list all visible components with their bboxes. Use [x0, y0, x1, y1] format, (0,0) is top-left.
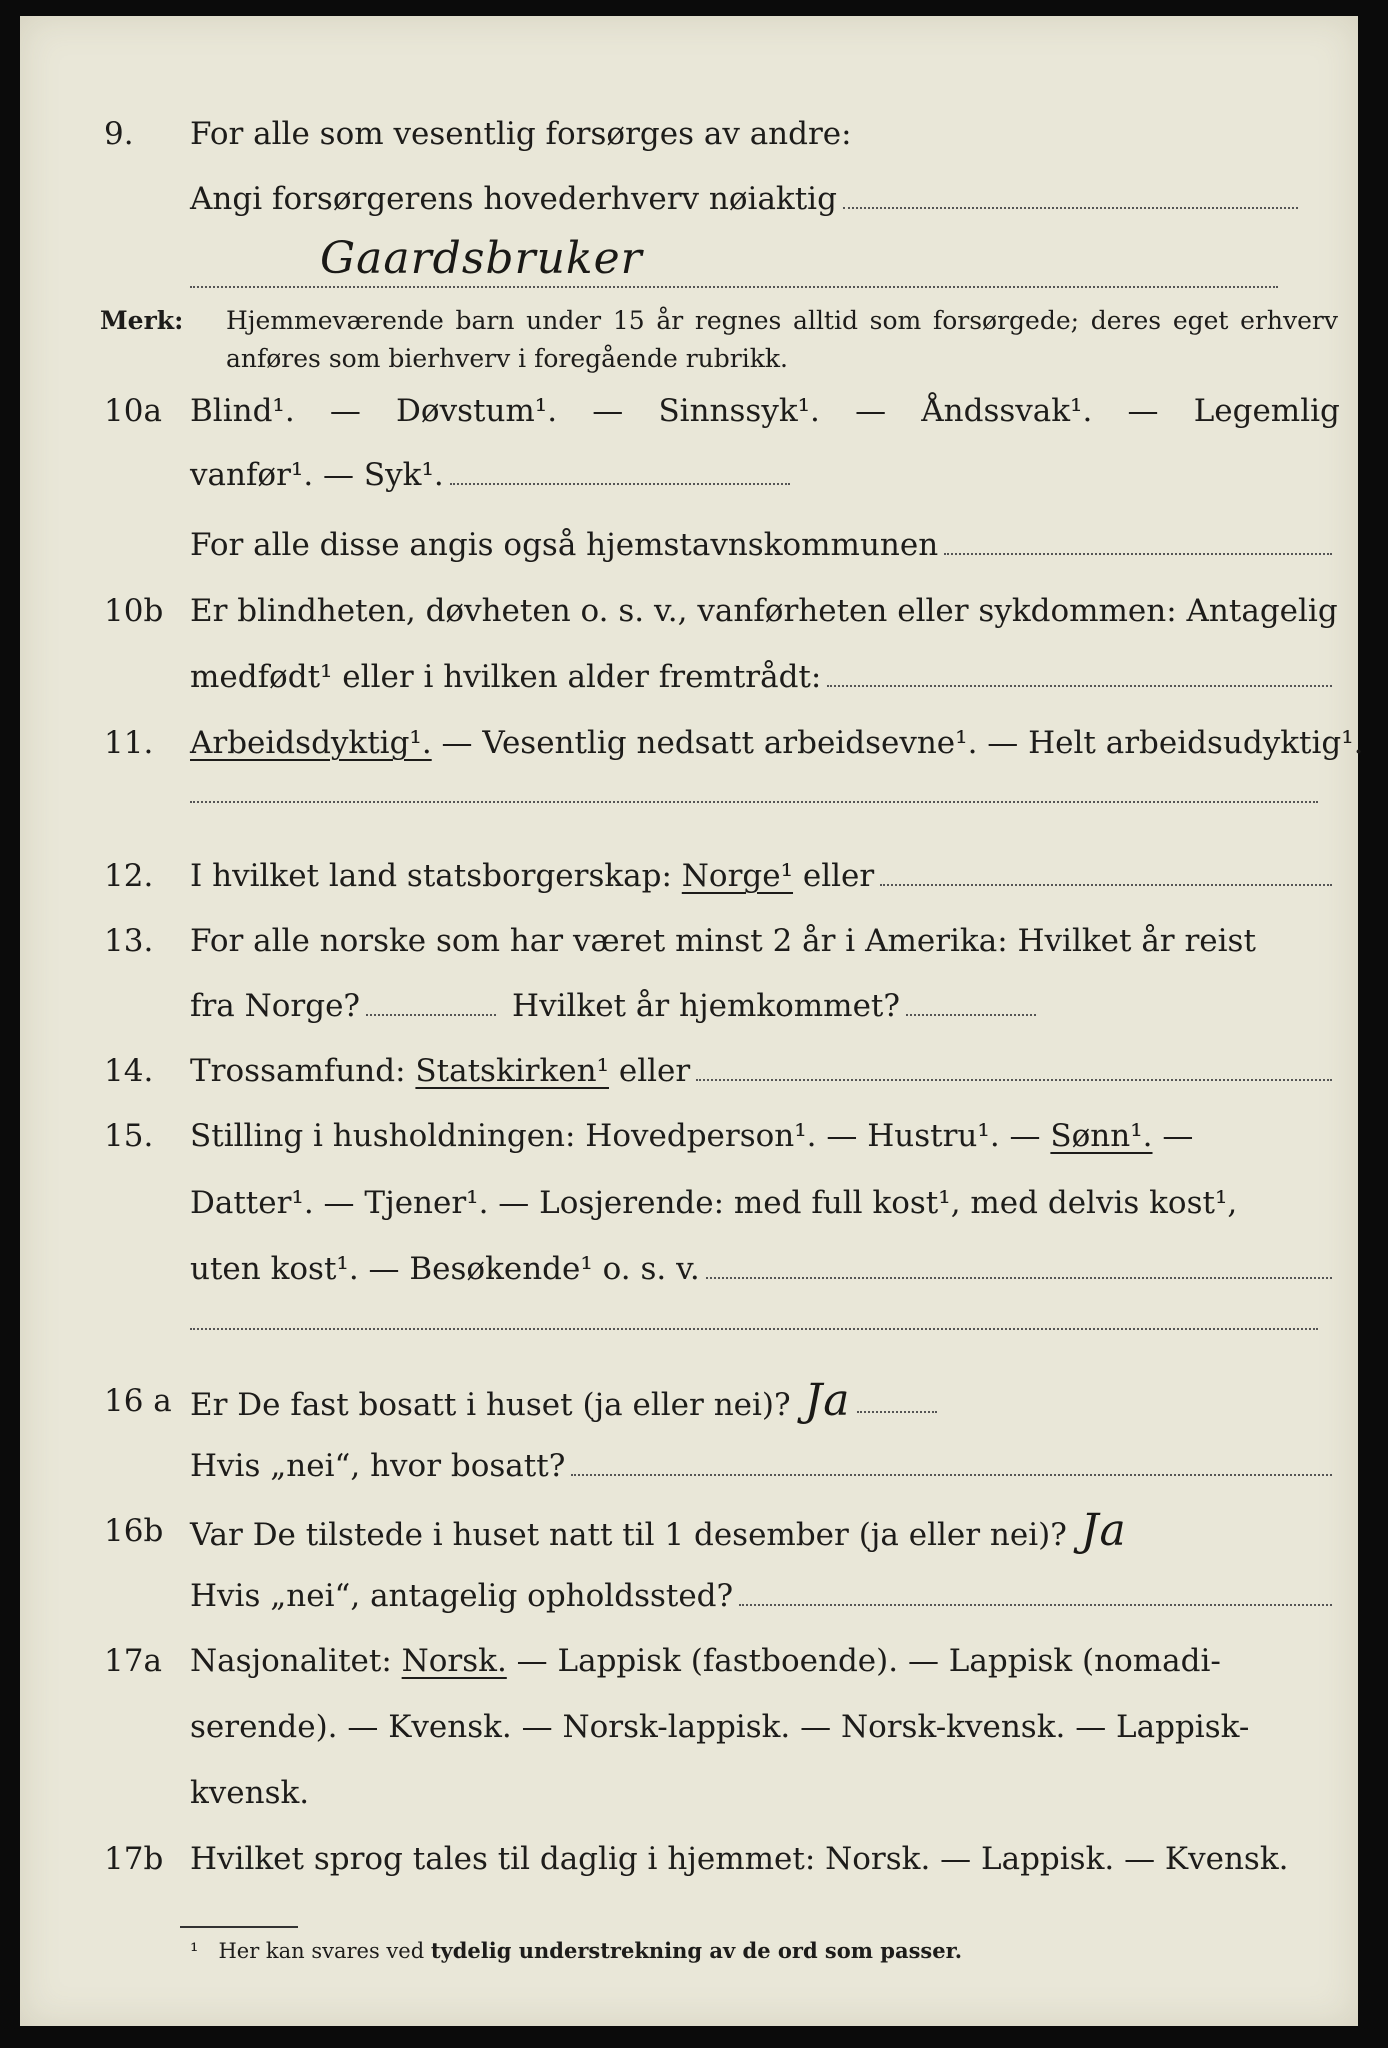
q15-row3: [20, 1244, 1358, 1294]
q10a-legemlig[interactable]: Legemlig: [1193, 393, 1340, 429]
q11-fill-line: [190, 801, 1318, 803]
footnote: [190, 1938, 962, 1963]
q12-post: eller: [793, 858, 875, 894]
q14-row: [20, 1046, 1358, 1096]
q10a-row3: [20, 520, 1358, 570]
q9-answer-line: [190, 286, 1278, 288]
q9-handwritten-answer[interactable]: Gaardsbruker: [320, 233, 643, 284]
q14-post: eller: [609, 1053, 691, 1089]
q13-row1: [20, 916, 1358, 966]
q16a-row1: [20, 1376, 1358, 1426]
q16b-fill-line: [739, 1603, 1332, 1606]
q15-line1-pre: Stilling i husholdningen: Hovedperson¹. — Hustru¹. —: [190, 1118, 1051, 1154]
q15-line1-post: —: [1152, 1118, 1194, 1154]
q14-number: 14.: [104, 1053, 154, 1089]
q12-fill-line: [880, 883, 1332, 886]
q15-line3: uten kost¹. — Besøkende¹ o. s. v.: [190, 1251, 700, 1287]
q17b-number: 17b: [104, 1841, 164, 1877]
q10a-hjemstavn-line: [944, 552, 1332, 555]
q17a-line2: serende). — Kvensk. — Norsk-lappisk. — Norsk-kvensk. — Lappisk-: [190, 1709, 1250, 1745]
q15-extra-line: [190, 1328, 1318, 1330]
q9-answer-row: [20, 234, 1358, 294]
q17a-row3: [20, 1768, 1358, 1818]
q10b-number: 10b: [104, 593, 164, 629]
q10a-fill-line: [450, 482, 790, 485]
q16a-answer-line: [857, 1410, 937, 1413]
q16a-fill-line: [571, 1473, 1332, 1476]
q16a-handwritten-answer[interactable]: Ja: [804, 1375, 851, 1426]
footnote-mark: ¹: [190, 1939, 199, 1963]
q17a-norsk-underlined[interactable]: Norsk.: [401, 1643, 507, 1679]
q15-row2: [20, 1178, 1358, 1228]
q10b-line2: medfødt¹ eller i hvilken alder fremtrådt:: [190, 659, 822, 695]
q12-row: [20, 851, 1358, 901]
q15-row1: [20, 1111, 1358, 1161]
q13-number: 13.: [104, 923, 154, 959]
q10a-row1: 10a Blind¹. — Døvstum¹. — Sinnssyk¹. — Åndssvak¹. — Legemlig: [20, 386, 1358, 436]
q17a-row1: [20, 1636, 1358, 1686]
q10a-sinnssyk[interactable]: Sinnssyk¹.: [658, 393, 820, 429]
q11-number: 11.: [104, 725, 154, 761]
q17b-row: [20, 1834, 1358, 1884]
q13-line1: For alle norske som har været minst 2 år i Amerika: Hvilket år reist: [190, 923, 1256, 959]
q11-row: [20, 718, 1364, 768]
q15-sonn-underlined[interactable]: Sønn¹.: [1050, 1118, 1153, 1154]
q13-row2: [20, 981, 1358, 1031]
q9-row1: [20, 109, 1358, 159]
q16b-row1: [20, 1506, 1358, 1556]
q15-number: 15.: [104, 1118, 154, 1154]
q12-number: 12.: [104, 858, 154, 894]
q9-number: 9.: [104, 116, 134, 152]
q17a-line3: kvensk.: [190, 1775, 310, 1811]
q17a-line1-pre: Nasjonalitet:: [190, 1643, 402, 1679]
q10a-line3: For alle disse angis også hjemstavnskommunen: [190, 527, 939, 563]
q16a-line2: Hvis „nei“, hvor bosatt?: [190, 1448, 566, 1484]
q13-line2a: fra Norge?: [190, 988, 361, 1024]
q9-row2: [20, 174, 1358, 224]
q16b-row2: [20, 1571, 1358, 1621]
q16b-line1: Var De tilstede i huset natt til 1 desember (ja eller nei)?: [190, 1517, 1067, 1553]
q10a-andssvak[interactable]: Åndssvak¹.: [921, 393, 1093, 429]
q12-pre: I hvilket land statsborgerskap:: [190, 858, 682, 894]
q10b-fill-line: [827, 684, 1332, 687]
q9-fill-line: [843, 206, 1298, 209]
q16b-handwritten-answer[interactable]: Ja: [1080, 1505, 1127, 1556]
q10b-line1: Er blindheten, døvheten o. s. v., vanførheten eller sykdommen: Antagelig: [190, 593, 1338, 629]
footnote-rule: [180, 1926, 298, 1928]
q11-arbeidsdyktig-underlined[interactable]: Arbeidsdyktig¹.: [190, 725, 432, 761]
q16a-row2: [20, 1441, 1358, 1491]
merk-text: Hjemmeværende barn under 15 år regnes alltid som forsørgede; deres eget erhverv anføres som bierhverv i foregående rubrikk.: [226, 306, 1338, 373]
q10a-line2: vanfør¹. — Syk¹.: [190, 457, 444, 493]
merk-note: [20, 302, 1358, 382]
q15-line2: Datter¹. — Tjener¹. — Losjerende: med full kost¹, med delvis kost¹,: [190, 1185, 1238, 1221]
footnote-pre: Her kan svares ved: [218, 1939, 431, 1963]
q14-fill-line: [696, 1078, 1332, 1081]
q10a-dovstum[interactable]: Døvstum¹.: [396, 393, 558, 429]
q17a-row2: [20, 1702, 1358, 1752]
merk-label: Merk:: [100, 306, 184, 335]
q9-line1: For alle som vesentlig forsørges av andre:: [190, 116, 852, 152]
q10a-number: 10a: [104, 393, 162, 429]
q14-pre: Trossamfund:: [190, 1053, 416, 1089]
q12-norge-underlined[interactable]: Norge¹: [681, 858, 794, 894]
q10a-blind[interactable]: Blind¹.: [190, 393, 295, 429]
q10a-row2: [20, 450, 1358, 500]
q9-line2: Angi forsørgerens hovederhverv nøiaktig: [190, 181, 837, 217]
q13-reist-line: [366, 1013, 496, 1016]
q16b-number: 16b: [104, 1513, 164, 1549]
q11-rest: — Vesentlig nedsatt arbeidsevne¹. — Helt arbeidsudyktig¹.: [431, 725, 1364, 761]
q16b-line2: Hvis „nei“, antagelig opholdssted?: [190, 1578, 734, 1614]
census-form-page: [20, 16, 1364, 2026]
q15-fill-line: [706, 1276, 1332, 1279]
q16a-line1: Er De fast bosatt i huset (ja eller nei)?: [190, 1387, 791, 1423]
q17a-number: 17a: [104, 1643, 162, 1679]
q13-line2b: Hvilket år hjemkommet?: [512, 988, 901, 1024]
q13-hjemkommet-line: [906, 1013, 1036, 1016]
q16a-number: 16 a: [104, 1383, 172, 1419]
q10b-row2: [20, 652, 1358, 702]
footnote-bold: tydelig understrekning av de ord som passer.: [430, 1938, 963, 1963]
q14-statskirken-underlined[interactable]: Statskirken¹: [415, 1053, 609, 1089]
q17b-line1: Hvilket sprog tales til daglig i hjemmet: Norsk. — Lappisk. — Kvensk.: [190, 1841, 1289, 1877]
q17a-line1-post: — Lappisk (fastboende). — Lappisk (nomadi-: [506, 1643, 1221, 1679]
q10b-row1: [20, 586, 1358, 636]
